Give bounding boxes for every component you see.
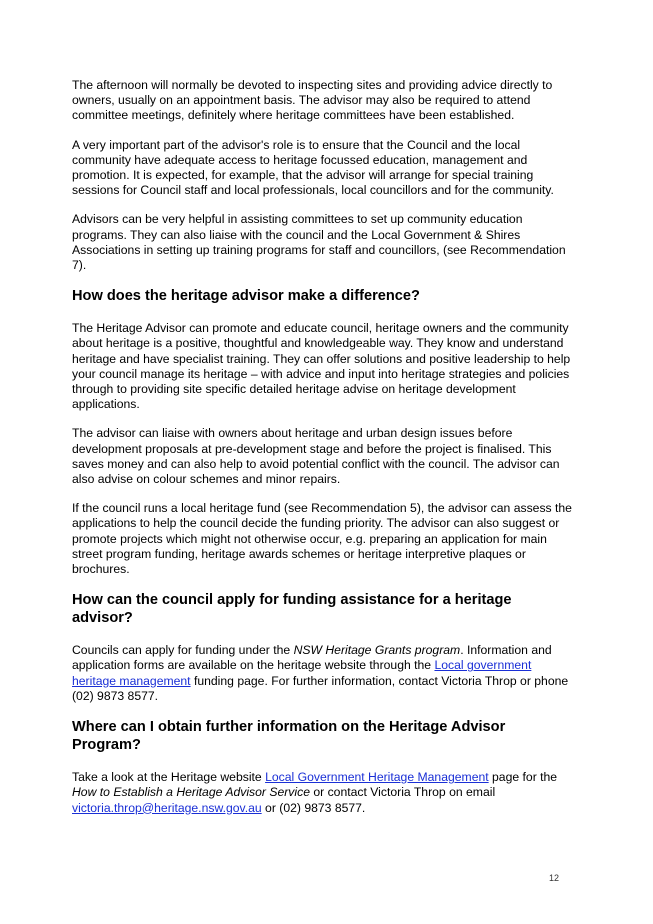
- info-end-text: or (02) 9873 8577.: [261, 800, 366, 815]
- heading-make-difference: How does the heritage advisor make a difference?: [72, 288, 420, 305]
- funding-middle-text: . Information and application forms are available on the heritage website through the: [72, 643, 552, 673]
- page-number: 12: [549, 873, 560, 883]
- paragraph-liaise-owners: The advisor can liaise with owners about heritage and urban design issues before development proposals at pre-development stage and before the project is finalised. This saves money and can also help to avoid potential conflict with the council. The advisor can also advise on colour schemes and minor repairs.: [72, 426, 560, 487]
- paragraph-promote-educate: The Heritage Advisor can promote and educate council, heritage owners and the community about heritage is a positive, thoughtful and knowledgeable way. They know and understand heritage and have specialist training. They can offer solutions and positive leadership to help your council manage its heritage – with advice and input into heritage strategies and policies through to providing site specific detailed heritage advise on heritage development applications.: [72, 321, 571, 412]
- email-link[interactable]: victoria.throp@heritage.nsw.gov.au: [72, 800, 262, 815]
- paragraph-advisor-role: A very important part of the advisor's role is to ensure that the Council and the local community have adequate access to heritage focussed education, management and promotion. It is expected, for example, that the advisor will arrange for special training sessions for Council staff and local professionals, local councillors and for the community.: [72, 137, 554, 198]
- funding-end-text: funding page. For further information, contact Victoria Throp or phone (02) 9873 8577.: [72, 673, 569, 703]
- heritage-management-link[interactable]: Local Government Heritage Management: [265, 770, 489, 785]
- local-government-heritage-link[interactable]: Local government heritage management: [72, 658, 532, 688]
- grants-program-name: NSW Heritage Grants program: [293, 643, 461, 658]
- paragraph-funding: [72, 643, 572, 704]
- info-middle2-text: or contact Victoria Throp on email: [309, 785, 496, 800]
- funding-intro-text: Councils can apply for funding under the: [72, 643, 294, 658]
- paragraph-afternoon-duties: The afternoon will normally be devoted to inspecting sites and providing advice directly to owners, usually on an appointment basis. The advisor may also be required to attend committee meetings, definitely where heritage committees have been established.: [72, 78, 553, 123]
- paragraph-heritage-fund: If the council runs a local heritage fund (see Recommendation 5), the advisor can assess the applications to help the council decide the funding priority. The advisor can also suggest or promote projects which might not otherwise occur, e.g. preparing an application for main street program funding, heritage awards schemes or heritage interpretive plaques or brochures.: [72, 501, 572, 577]
- document-body: [72, 78, 572, 830]
- paragraph-committees: Advisors can be very helpful in assisting committees to set up community education programs. They can also liaise with the council and the Local Government & Shires Associations in setting up training programs for staff and councillors, (see Recommendation 7).: [72, 212, 566, 273]
- info-intro-text: Take a look at the Heritage website: [72, 770, 266, 785]
- guide-title: How to Establish a Heritage Advisor Service: [72, 785, 310, 800]
- info-middle-text: page for the: [488, 770, 558, 785]
- heading-funding-assistance: How can the council apply for funding assistance for a heritage advisor?: [72, 592, 512, 627]
- paragraph-further-info: [72, 770, 572, 816]
- heading-further-information: Where can I obtain further information on the Heritage Advisor Program?: [72, 719, 506, 754]
